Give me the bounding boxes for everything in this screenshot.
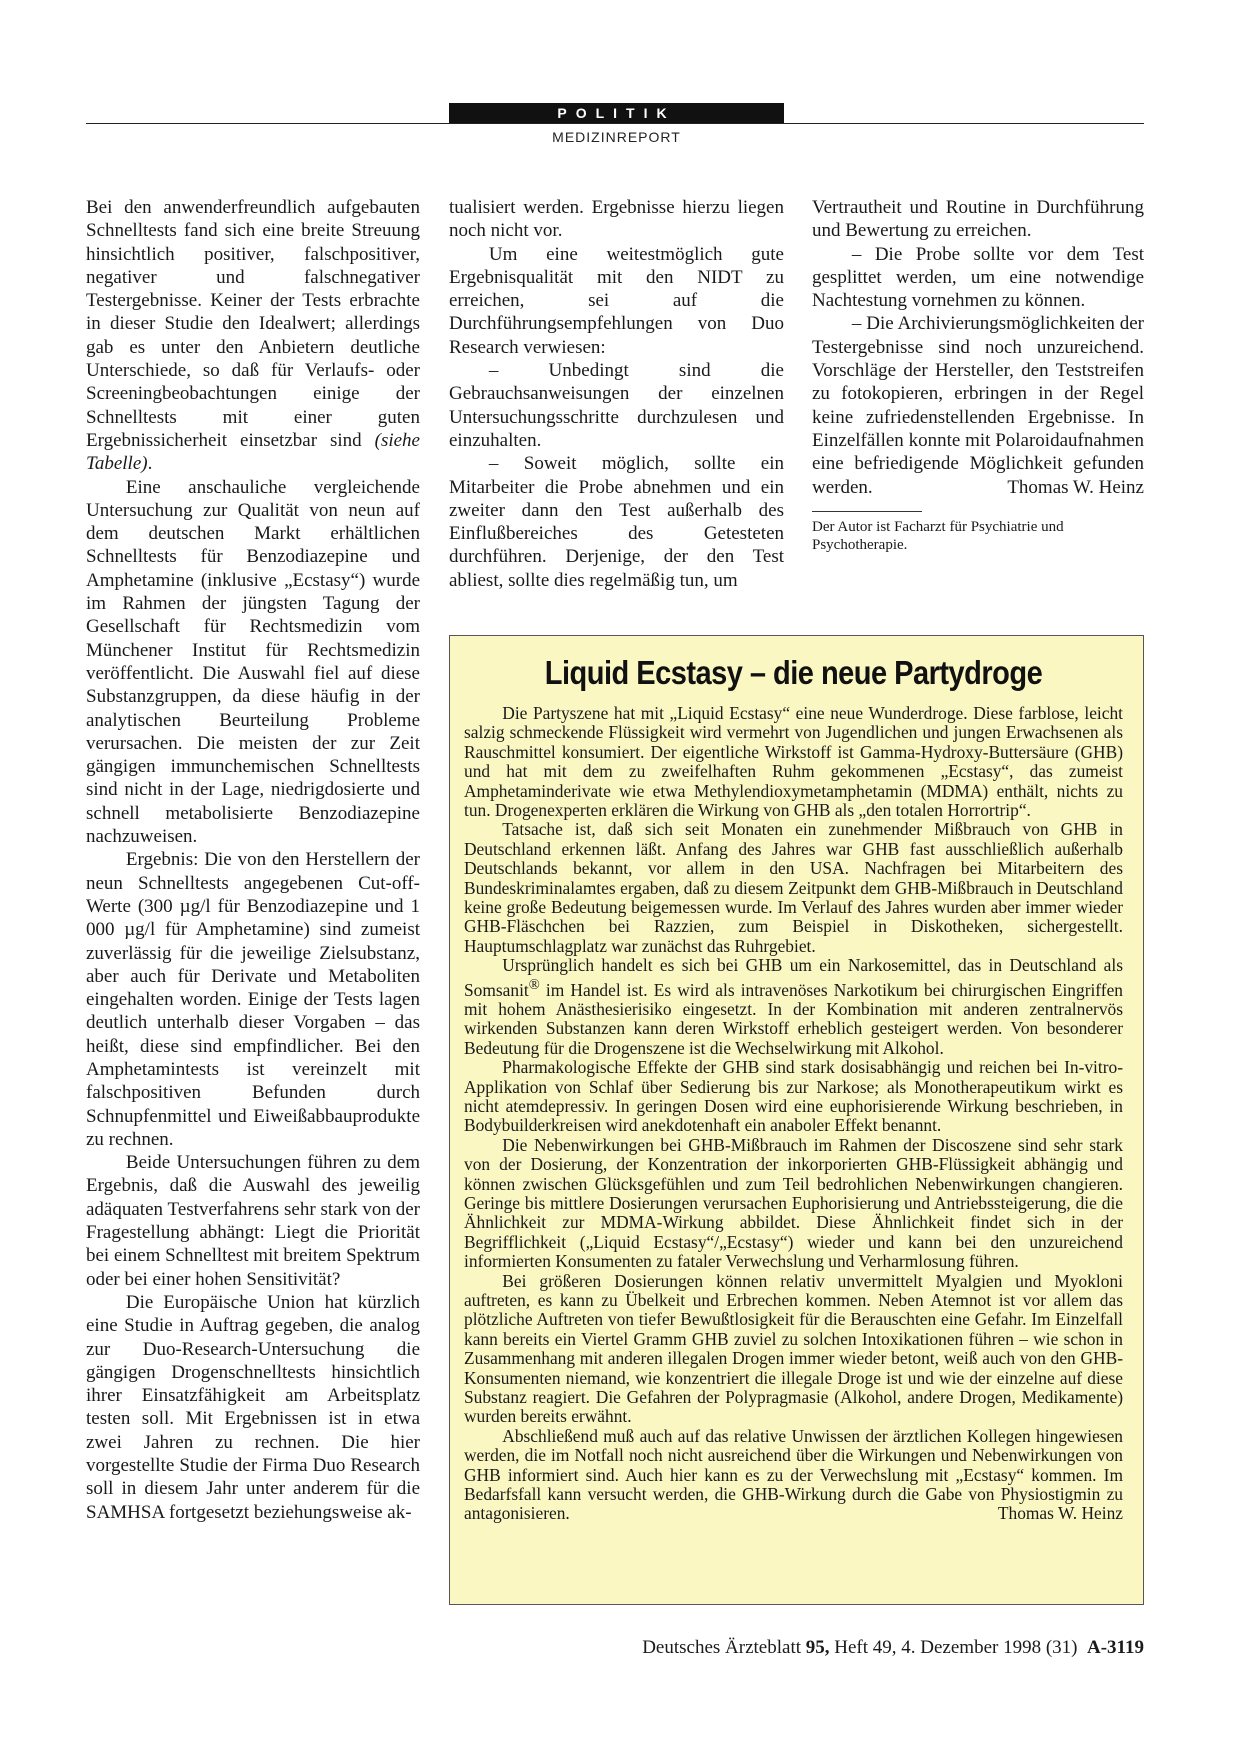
paragraph: Pharmakologische Effekte der GHB sind stark dosisabhängig und reichen bei In-vitro-Applikation von Schlaf über Sedierung bis zur Narkose; als Monotherapeutikum wirkt es nicht atemdepressiv. In geringen Dosen wird eine euphorisierende Wirkung beschrieben, in Bodybuilderkreisen wird anekdotenhaft ein anaboler Effekt benannt. <box>464 1057 1123 1136</box>
page-footer <box>540 1637 1144 1659</box>
page-number: A-3119 <box>1087 1637 1144 1658</box>
paragraph: Eine anschauliche vergleichende Untersuchung zur Qualität von neun auf dem deutschen Markt erhältlichen Schnelltests für Benzodiazepine und Amphetamine (inklusive „Ecstasy“) wurde im Rahmen der jüngsten Tagung der Gesellschaft für Rechtsmedizin vom Münchener Institut für Rechtsmedizin veröffentlicht. Die Auswahl fiel auf diese Substanzgruppen, da diese häufig in der analytischen Beurteilung Probleme verursachen. Die meisten der zur Zeit gängigen immunchemischen Schnelltests sind nicht in der Lage, niedrigdosierte und schnell metabolisierte Benzodiazepine nachzuweisen. <box>86 476 420 848</box>
info-box-liquid-ecstasy <box>449 635 1144 1605</box>
paragraph: Tatsache ist, daß sich seit Monaten ein zunehmender Mißbrauch von GHB in Deutschland erkennen läßt. Anfang des Jahres war GHB fast ausschließlich außerhalb Deutschlands bekannt, vor allem in den USA. Nachfragen bei Mitarbeitern des Bundeskriminalamtes ergaben, daß zu diesem Zeitpunkt dem GHB-Mißbrauch in Deutschland keine große Bedeutung beigemessen wurde. Im Verlauf des Jahres wurden aber immer wieder GHB-Fläschchen bei Razzien, zum Beispiel in Diskotheken, sichergestellt. Hauptumschlagplatz war zunächst das Ruhrgebiet. <box>464 819 1123 956</box>
info-box-title: Liquid Ecstasy – die neue Partydroge <box>544 654 1043 691</box>
journal-name: Deutsches Ärzteblatt <box>642 1637 802 1658</box>
author-signature: Thomas W. Heinz <box>997 1503 1123 1524</box>
table-reference: (siehe Tabelle) <box>86 429 420 475</box>
paragraph: Die Partyszene hat mit „Liquid Ecstasy“ eine neue Wunderdroge. Diese farblose, leicht salzig schmeckende Flüssigkeit wird vermehrt von Jugendlichen und jungen Erwachsenen als Rauschmittel konsumiert. Der eigentliche Wirkstoff ist Gamma-Hydroxy-Buttersäure (GHB) und hat mit dem zu zweifelhaften Ruhm gekommenen „Ecstasy“, das zumeist Amphetaminderivate wie etwa Methylendioxymetamphetamin (MDMA) enthält, nichts zu tun. Drogenexperten erklären die Wirkung von GHB als „den totalen Horrortrip“. <box>464 703 1123 821</box>
paragraph: Um eine weitestmöglich gute Ergebnisqualität mit den NIDT zu erreichen, sei auf die Durchführungsempfehlungen von Duo Research verwiesen: <box>449 243 784 358</box>
paragraph: tualisiert werden. Ergebnisse hierzu liegen noch nicht vor. <box>449 197 784 242</box>
registered-mark: ® <box>528 976 540 993</box>
paragraph: Die Nebenwirkungen bei GHB-Mißbrauch im Rahmen der Discoszene sind sehr stark von der Dosierung, der Konzentration der inkorporierten GHB-Flüssigkeit abhängig und können zwischen Glücksgefühlen und zum Teil bedrohlichen Nebenwirkungen changieren. Geringe bis mittlere Dosierungen verursachen Euphorisierung und Antriebssteigerung, die die Ähnlichkeit zur MDMA-Wirkung abbildet. Diese Ähnlichkeit findet sich in der Begrifflichkeit („Liquid Ecstasy“/„Ecstasy“) wieder und kann bei den unzureichend informierten Konsumenten zu fataler Verwechslung und Verharmlosung führen. <box>464 1134 1123 1272</box>
subsection-label: MEDIZINREPORT <box>552 129 681 145</box>
paragraph: Die Europäische Union hat kürzlich eine Studie in Auftrag gegeben, die analog zur Duo-Research-Untersuchung die gängigen Drogenschnelltests hinsichtlich ihrer Einsatzfähigkeit am Arbeitsplatz testen soll. Mit Ergebnissen ist in etwa zwei Jahren zu rechnen. Die hier vorgestellte Studie der Firma Duo Research soll in diesem Jahr unter anderem für die SAMHSA fortgesetzt beziehungsweise ak- <box>86 1291 420 1523</box>
section-label: POLITIK <box>449 103 784 123</box>
article-column-3 <box>812 196 1144 554</box>
info-box-body <box>464 704 1123 1524</box>
paragraph: Vertrautheit und Routine in Durchführung und Bewertung zu erreichen. <box>812 197 1144 242</box>
paragraph: Beide Untersuchungen führen zu dem Ergebnis, daß die Auswahl des jeweilig adäquaten Testverfahrens sehr stark von der Fragestellung abhängt: Liegt die Priorität bei einem Schnelltest mit breitem Spektrum oder bei einer hohen Sensitivität? <box>86 1152 421 1290</box>
author-signature: Thomas W. Heinz <box>1007 476 1144 498</box>
footnote-rule <box>812 511 922 512</box>
paragraph: Bei größeren Dosierungen können relativ unvermittelt Myalgien und Myokloni auftreten, es kann zu Übelkeit und Erbrechen kommen. Neben Atemnot ist vor allem das plötzliche Auftreten von tiefer Bewußtlosigkeit für die Berauschten eine Gefahr. Im Einzelfall kann bereits ein Viertel Gramm GHB zuviel zu solchen Intoxikationen führen – wie schon in Zusammenhang mit anderen illegalen Drogen immer wieder betont, weiß auch von den GHB-Konsumenten niemand, wie konzentriert die illegale Droge ist und wie der einzelne auf diese Substanz reagiert. Die Gefahren der Polypragmasie (Alkohol, andere Drogen, Medikamente) wurden bereits erwähnt. <box>464 1270 1123 1427</box>
paragraph: – Die Probe sollte vor dem Test gesplittet werden, um eine notwendige Nachtestung vornehmen zu können. <box>812 243 1144 312</box>
paragraph: – Soweit möglich, sollte ein Mitarbeiter die Probe abnehmen und ein zweiter dann den Test außerhalb des Einflußbereiches des Getesteten durchführen. Derjenige, der den Test abliest, sollte dies regelmäßig tun, um <box>449 453 784 591</box>
paragraph: Ursprünglich handelt es sich bei GHB um ein Narkosemittel, das in Deutschland als Somsanit® im Handel ist. Es wird als intravenöses Narkotikum bei chirurgischen Eingriffen mit hohem Anästhesierisiko eingesetzt. In der Kombination mit anderen zentralnervös wirkenden Substanzen kann deren Wirkstoff erheblich gesteigert werden. Von besonderer Bedeutung für die Drogenszene ist die Wechselwirkung mit Alkohol. <box>464 955 1123 1058</box>
article-column-2 <box>449 196 784 592</box>
paragraph: – Die Archivierungsmöglichkeiten der Testergebnisse sind noch unzureichend. Vorschläge der Hersteller, den Teststreifen zu fotokopieren, erbringen in der Regel keine zufriedenstellenden Ergebnisse. In Einzelfällen konnte mit Polaroidaufnahmen eine befriedigende Möglichkeit gefunden werden. Thomas W. Heinz <box>812 313 1144 498</box>
paragraph: Abschließend muß auch auf das relative Unwissen der ärztlichen Kollegen hingewiesen werden, die im Notfall noch nicht ausreichend über die Wirkungen und Nebenwirkungen von GHB informiert sind. Auch hier kann es zu der Verwechslung mit „Ecstasy“ kommen. Im Bedarfsfall kann versucht werden, die GHB-Wirkung durch die Gabe von Physiostigmin zu antagonisieren. Thomas W. Heinz <box>464 1425 1123 1524</box>
paragraph: Ergebnis: Die von den Herstellern der neun Schnelltests angegebenen Cut-off-Werte (300 µg/l für Benzodiazepine und 1 000 µg/l für Amphetamine) sind zumeist zuverlässig für die jeweilige Zielsubstanz, aber auch für Derivate und Metaboliten eingehalten worden. Einige der Tests lagen deutlich unterhalb dieser Vorgaben – das heißt, diese sind empfindlicher. Bei den Amphetamintests ist vereinzelt mit falschpositiven Befunden durch Schnupfenmittel und Eiweißabbauprodukte zu rechnen. <box>86 849 420 1150</box>
journal-volume: 95, <box>805 1637 830 1658</box>
header-rule <box>86 123 1144 124</box>
paragraph: – Unbedingt sind die Gebrauchsanweisungen der einzelnen Untersuchungsschritte durchzulesen und einzuhalten. <box>449 360 784 451</box>
issue-info: Heft 49, 4. Dezember 1998 (31) <box>834 1637 1078 1658</box>
article-column-1 <box>86 196 420 1524</box>
paragraph: Bei den anwenderfreundlich aufgebauten Schnelltests fand sich eine breite Streuung hinsichtlich positiver, falschpositiver, negativer und falschnegativer Testergebnisse. Keiner der Tests erbrachte in dieser Studie den Idealwert; allerdings gab es unter den Anbietern deutliche Unterschiede, so daß für Verlaufs- oder Screeningbeobachtungen einige der Schnelltests mit einer guten Ergebnissicherheit einsetzbar sind (siehe Tabelle). <box>86 197 420 475</box>
author-note: Der Autor ist Facharzt für Psychiatrie und Psychotherapie. <box>812 518 1064 553</box>
